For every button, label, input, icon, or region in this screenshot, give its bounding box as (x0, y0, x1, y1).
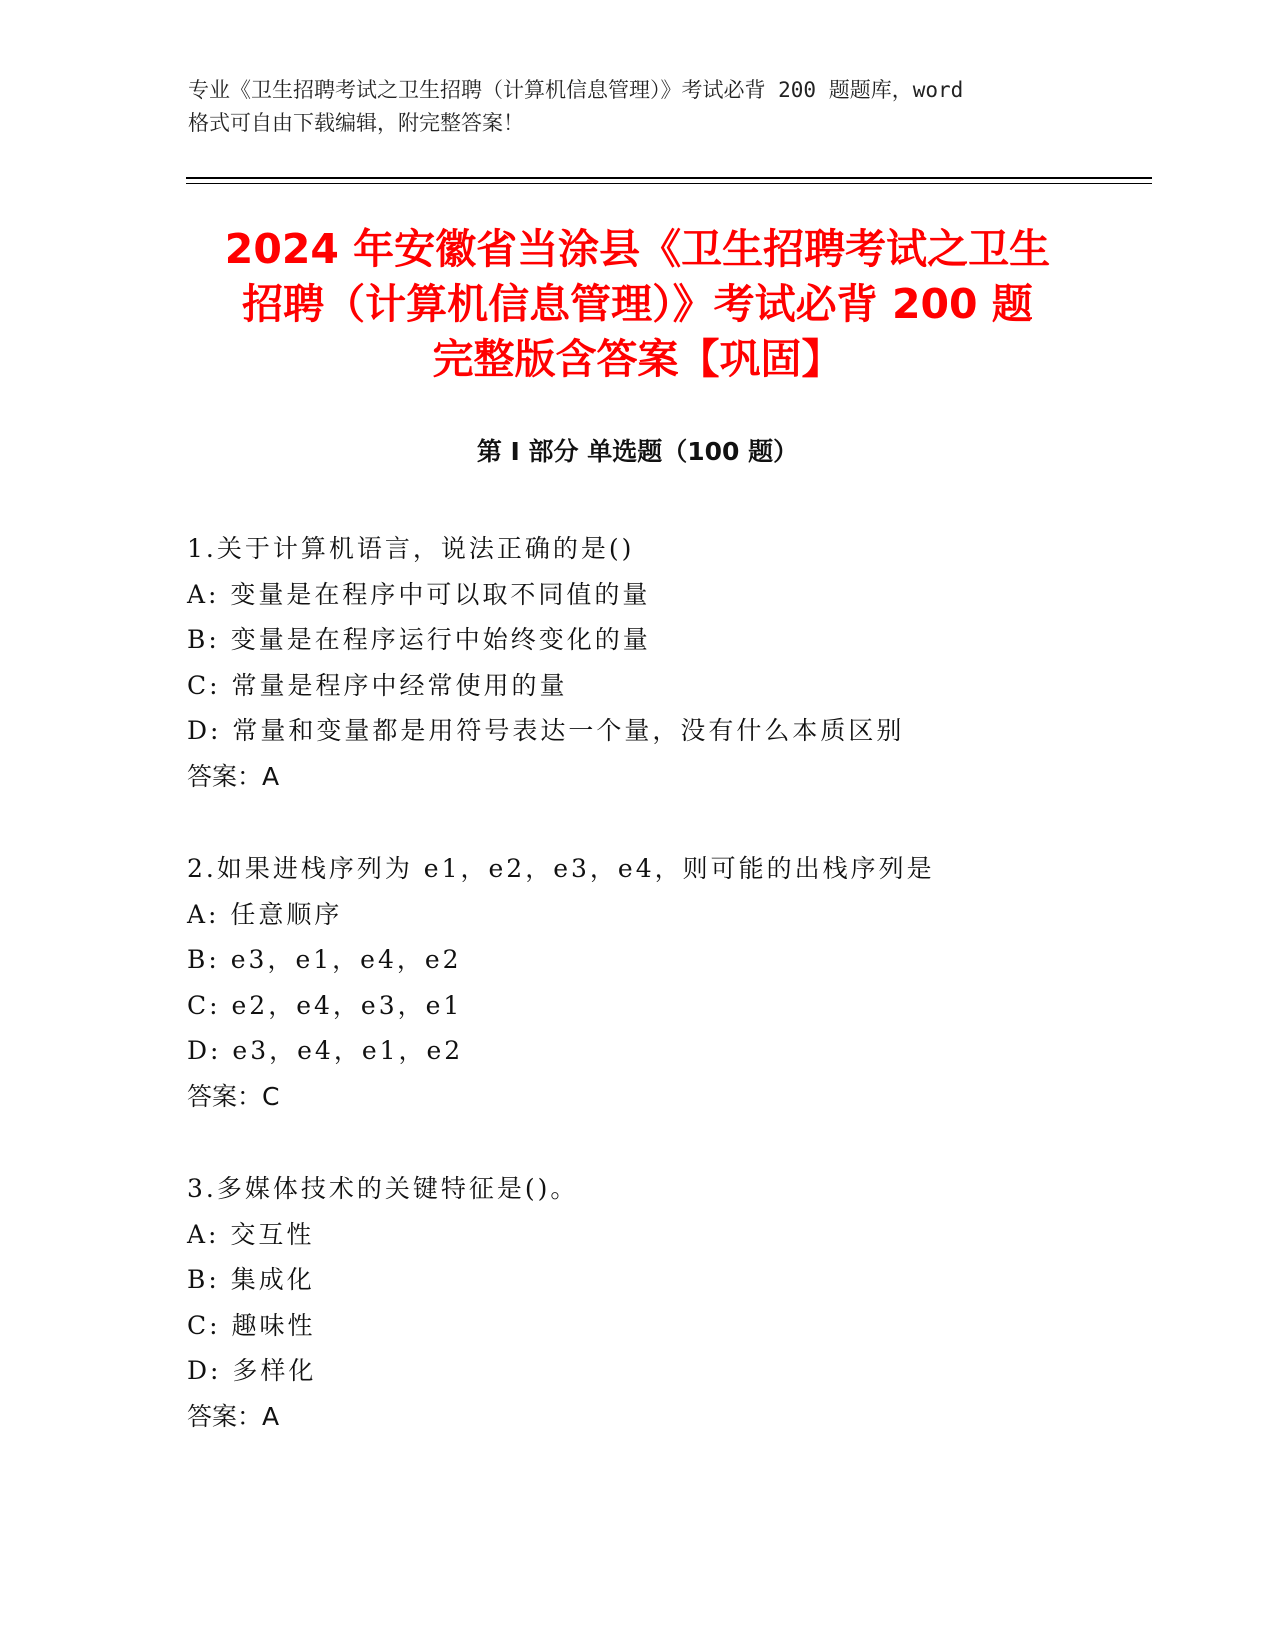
answer: 答案：A (187, 761, 280, 791)
document-title-line-3: 完整版含答案【巩固】 (432, 335, 843, 383)
question-3 (187, 1166, 1087, 1439)
document-title (160, 222, 1115, 387)
section-heading: 第 I 部分 单选题（100 题） (476, 437, 799, 466)
option-a: A: 任意顺序 (187, 899, 343, 929)
header-note-line-1: 专业《卫生招聘考试之卫生招聘（计算机信息管理）》考试必背 200 题题库，word (188, 78, 964, 102)
option-c: C: e2，e4，e3，e1 (187, 990, 463, 1020)
option-b: B: e3，e1，e4，e2 (187, 945, 462, 974)
answer: 答案：A (187, 1401, 280, 1431)
option-b: B: 集成化 (187, 1265, 315, 1294)
header-note (188, 74, 1088, 140)
option-d: D: 多样化 (187, 1356, 317, 1385)
header-note-line-2: 格式可自由下载编辑，附完整答案！ (188, 111, 524, 135)
option-c: C: 常量是程序中经常使用的量 (187, 670, 568, 700)
question-stem: 1.关于计算机语言，说法正确的是() (187, 534, 635, 563)
header-rule-thin (186, 183, 1152, 184)
document-title-line-1: 2024 年安徽省当涂县《卫生招聘考试之卫生 (224, 225, 1051, 273)
header-rule-thick (186, 177, 1152, 179)
question-stem: 2.如果进栈序列为 e1，e2，e3，e4，则可能的出栈序列是 (187, 854, 935, 883)
question-2 (187, 846, 1087, 1119)
document-title-line-2: 招聘（计算机信息管理）》考试必背 200 题 (242, 280, 1033, 328)
option-a: A: 变量是在程序中可以取不同值的量 (187, 579, 651, 609)
option-b: B: 变量是在程序运行中始终变化的量 (187, 625, 651, 654)
answer: 答案：C (187, 1081, 280, 1111)
option-a: A: 交互性 (187, 1219, 315, 1249)
question-list (187, 526, 1087, 1486)
option-d: D: 常量和变量都是用符号表达一个量，没有什么本质区别 (187, 716, 905, 745)
option-c: C: 趣味性 (187, 1310, 316, 1340)
question-stem: 3.多媒体技术的关键特征是()。 (187, 1174, 579, 1203)
question-1 (187, 526, 1087, 799)
option-d: D: e3，e4，e1，e2 (187, 1036, 464, 1065)
